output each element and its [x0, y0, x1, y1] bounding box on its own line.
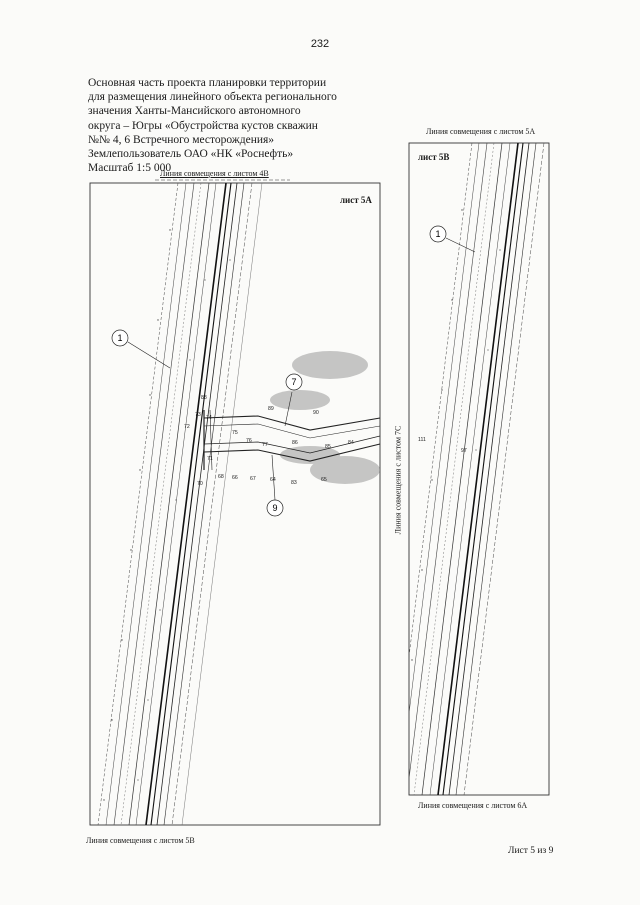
point-label: 85 — [325, 444, 331, 450]
point-label: 64 — [270, 477, 276, 483]
left-top-caption: Линия совмещения с листом 4В — [160, 169, 269, 178]
title-line: для размещения линейного объекта регионального — [88, 91, 337, 104]
callout-1-right-text: 1 — [435, 229, 441, 239]
title-line: Основная часть проекта планировки территории — [88, 77, 327, 89]
point-label: 65 — [321, 477, 327, 483]
title-line: округа – Югры «Обустройства кустов скважин — [88, 119, 318, 132]
right-corridor-lines — [392, 143, 544, 795]
point-label: 83 — [291, 480, 297, 486]
left-corridor-lines — [98, 183, 262, 825]
right-side-caption — [393, 390, 403, 570]
sheet-5a-label: лист 5А — [340, 195, 372, 205]
point-label: 77 — [262, 442, 268, 448]
callout-7-text: 7 — [291, 377, 297, 387]
page-of-label: Лист 5 из 9 — [508, 846, 554, 856]
sheet-5a-frame — [90, 183, 380, 825]
right-top-caption: Линия совмещения с листом 5А — [426, 127, 536, 136]
point-label: 72 — [184, 424, 190, 430]
callout-1-left — [112, 330, 170, 368]
callout-9 — [267, 455, 283, 516]
point-label: 70 — [197, 481, 203, 487]
point-label: 88 — [201, 395, 207, 401]
right-side-caption-text: Линия совмещения с листом 7С — [393, 425, 403, 535]
callout-1-left-text: 1 — [117, 333, 123, 343]
page-number: 232 — [310, 38, 330, 50]
point-label: 84 — [348, 440, 354, 446]
sheet-5b-label: лист 5В — [418, 152, 450, 162]
scale-line: Масштаб 1:5 000 — [88, 162, 172, 175]
left-bottom-caption: Линия совмещения с листом 5В — [86, 836, 195, 845]
point-label: 76 — [246, 438, 252, 444]
point-label: 86 — [292, 440, 298, 446]
right-bottom-caption: Линия совмещения с листом 6А — [418, 801, 528, 810]
sheet-5b-frame — [409, 143, 549, 795]
point-label: 73 — [195, 412, 201, 418]
point-label: 97 — [461, 448, 467, 454]
callout-9-text: 9 — [272, 503, 278, 513]
point-label: 71 — [207, 456, 213, 462]
point-label: 111 — [418, 437, 426, 443]
title-line: №№ 4, 6 Встречного месторождения» — [88, 133, 275, 146]
point-label: 66 — [232, 475, 238, 481]
point-label: 75 — [232, 430, 238, 436]
point-label: 74 — [206, 415, 212, 421]
point-label: 68 — [218, 474, 224, 480]
title-line: значения Ханты-Мансийского автономного — [88, 105, 301, 118]
point-label: 90 — [313, 410, 319, 416]
title-line: Землепользователь ОАО «НК «Роснефть» — [88, 148, 294, 161]
point-label: 89 — [268, 406, 274, 412]
point-label: 67 — [250, 476, 256, 482]
